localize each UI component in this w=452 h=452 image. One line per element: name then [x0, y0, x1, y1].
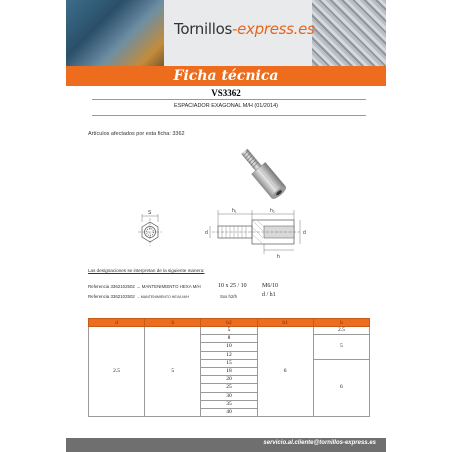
footer-bar — [66, 438, 386, 452]
page-title: Ficha técnica — [66, 66, 386, 86]
spacer-photo — [236, 140, 296, 202]
cell-d: 2.5 — [89, 327, 145, 417]
affected-articles: Artículos afectados por esta ficha: 3362 — [88, 131, 185, 137]
divider — [92, 115, 366, 116]
example1-thread: M6/10 — [262, 283, 279, 289]
spec-table — [88, 318, 370, 417]
header-h2: h2 — [201, 319, 257, 327]
example2-thread: d / h1 — [262, 292, 276, 298]
cell-h: 5 — [313, 335, 369, 360]
designations-heading: Las designaciones se interpretan de la siguiente manera: — [88, 268, 205, 273]
label-s: S — [148, 210, 152, 216]
contact-email-link[interactable]: servicio.al.cliente@tornillos-express.es — [263, 440, 376, 446]
label-d: d — [205, 230, 208, 236]
example2-reference — [88, 294, 189, 299]
cell-h: 6 — [313, 359, 369, 416]
cell-h2: 18 — [201, 368, 257, 376]
label-h2: h₂ — [270, 208, 275, 214]
logo-accent-text: -express.es — [232, 20, 315, 38]
cell-h2: 30 — [201, 392, 257, 400]
header-s: S — [145, 319, 201, 327]
header-photo-tools — [66, 0, 164, 66]
label-h: h — [277, 254, 280, 260]
cell-h1: 6 — [257, 327, 313, 417]
threaded-stud — [241, 149, 261, 171]
cell-h2: 25 — [201, 384, 257, 392]
table-header-row — [89, 319, 370, 327]
cell-h2: 15 — [201, 359, 257, 367]
label-d-right: d — [303, 230, 306, 236]
cell-h2: 20 — [201, 376, 257, 384]
product-description: ESPACIADOR EXAGONAL M/H (01/2014) — [174, 103, 278, 109]
example2-ref-code: Referencia 3362102502 — [88, 294, 135, 299]
spacer-side-view — [210, 210, 300, 254]
cell-h2: 40 — [201, 409, 257, 417]
example2-arrow-text: → MANTENIMIENTO HEXA M/H — [136, 295, 189, 299]
cell-s: 5 — [145, 327, 201, 417]
label-h1: h₁ — [232, 208, 237, 214]
divider — [92, 99, 366, 100]
header-banner — [66, 0, 386, 66]
cell-h2: 35 — [201, 400, 257, 408]
cell-h2: 10 — [201, 343, 257, 351]
datasheet-page — [66, 0, 386, 452]
example1-dimensions: 10 x 25 / 10 — [218, 283, 247, 289]
cell-h2: 5 — [201, 327, 257, 335]
header-h1: h1 — [257, 319, 313, 327]
product-reference: VS3362 — [211, 88, 241, 98]
example1-reference: Referencia 3362102502 → MANTENIMIENTO HEXA M/H — [88, 284, 201, 289]
cell-h: 2.5 — [313, 327, 369, 335]
cell-h2: 12 — [201, 351, 257, 359]
example2-dimensions: Sxx h2/h — [220, 294, 238, 299]
brand-logo — [174, 20, 315, 38]
technical-drawing — [126, 206, 326, 268]
header-h: h — [313, 319, 369, 327]
cell-h2: 8 — [201, 335, 257, 343]
header-d: d — [89, 319, 145, 327]
header-photo-screws — [312, 0, 386, 66]
table-row — [89, 327, 370, 335]
hex-front-view — [138, 214, 162, 246]
logo-main-text: Tornillos — [174, 20, 232, 38]
